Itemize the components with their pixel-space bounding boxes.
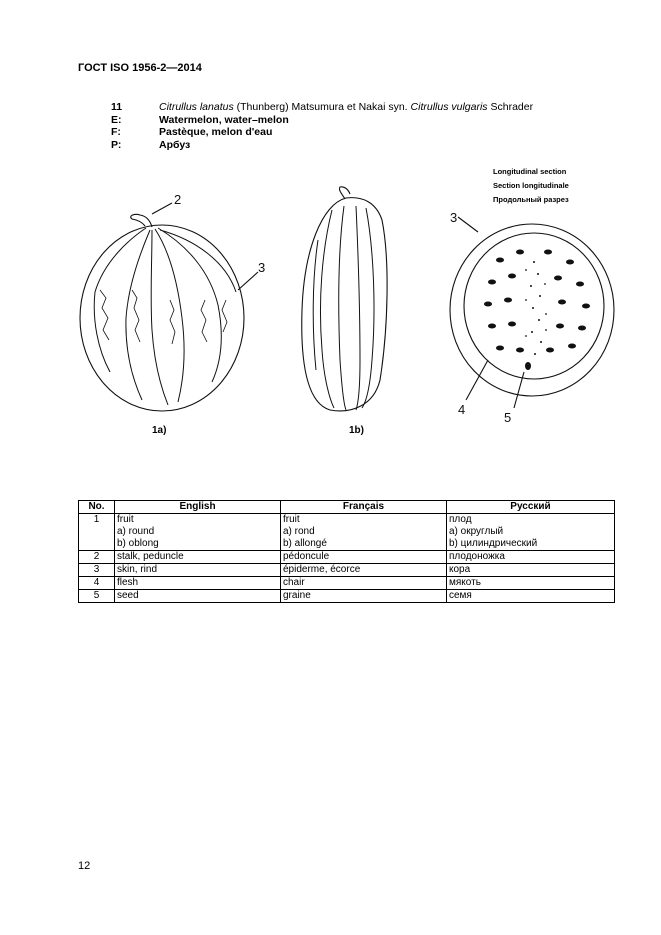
cell-french: chair	[281, 577, 447, 590]
watermelon-illustration	[0, 0, 661, 440]
table-row	[79, 590, 615, 603]
col-header-russian: Русский	[447, 501, 615, 514]
section-title-en: Longitudinal section	[493, 167, 567, 176]
terms-table	[78, 500, 615, 603]
entry-key: F:	[111, 126, 121, 138]
cell-russian	[447, 514, 615, 551]
cell-line: а) округлый	[449, 526, 504, 537]
cell-english	[115, 514, 281, 551]
entry-value: Watermelon, water–melon	[159, 113, 289, 126]
section-callout-line-3	[458, 217, 478, 232]
callout-line-3	[238, 272, 258, 290]
section-callout-5: 5	[504, 410, 512, 425]
cell-no: 3	[79, 564, 115, 577]
round-watermelon-outline	[80, 225, 244, 411]
table-row	[79, 514, 615, 551]
cell-french: graine	[281, 590, 447, 603]
cell-line: fruit	[283, 514, 300, 525]
oblong-stalk	[339, 187, 350, 199]
section-title-ru: Продольный разрез	[493, 195, 569, 204]
latin-genus-2: Citrullus vulgaris	[410, 101, 488, 113]
section-drawing	[450, 217, 614, 408]
cell-english: flesh	[115, 577, 281, 590]
table-row	[79, 551, 615, 564]
cell-no: 1	[79, 514, 115, 551]
round-stripe-texture	[100, 290, 227, 344]
cell-english: stalk, peduncle	[115, 551, 281, 564]
entry-key: E:	[111, 113, 122, 126]
oblong-watermelon-drawing	[302, 187, 387, 411]
figure-label-1a: 1a)	[152, 425, 167, 436]
entry-key: Р:	[111, 138, 122, 151]
cell-english: skin, rind	[115, 564, 281, 577]
cell-russian: кора	[447, 564, 615, 577]
col-header-french: Français	[281, 501, 447, 514]
cell-line: fruit	[117, 514, 134, 525]
cell-russian: мякоть	[447, 577, 615, 590]
section-callout-4: 4	[458, 402, 466, 417]
table-row	[79, 577, 615, 590]
cell-french: pédoncule	[281, 551, 447, 564]
latin-author-2: Schrader	[487, 101, 534, 113]
section-seeds	[484, 250, 590, 371]
callout-3: 3	[258, 260, 266, 275]
cell-line: a) rond	[283, 526, 315, 537]
page-number: 12	[78, 860, 91, 872]
cell-russian: семя	[447, 590, 615, 603]
document-header: ГОСТ ISO 1956-2—2014	[78, 62, 202, 74]
cell-line: a) round	[117, 526, 155, 537]
cell-russian: плодоножка	[447, 551, 615, 564]
entry-number: 11	[111, 101, 123, 113]
figure-label-1b: 1b)	[349, 425, 364, 436]
round-watermelon-drawing	[80, 203, 258, 411]
cell-line: b) allongé	[283, 538, 327, 549]
cell-no: 2	[79, 551, 115, 564]
round-stripes	[94, 228, 236, 405]
callout-line-2	[152, 203, 172, 214]
entry-value: Pastèque, melon d'eau	[159, 126, 273, 138]
cell-french: épiderme, écorce	[281, 564, 447, 577]
section-outer-rind	[450, 224, 614, 396]
table-row	[79, 564, 615, 577]
cell-french	[281, 514, 447, 551]
cell-line: плод	[449, 514, 472, 525]
cell-line: b) цилиндрический	[449, 538, 538, 549]
oblong-stripes	[313, 206, 374, 410]
entry-value: Арбуз	[159, 138, 191, 151]
cell-english: seed	[115, 590, 281, 603]
latin-author-1: (Thunberg) Matsumura et Nakai syn.	[233, 101, 411, 113]
table-header-row	[79, 501, 615, 514]
col-header-english: English	[115, 501, 281, 514]
latin-genus-1: Citrullus lanatus	[159, 101, 234, 113]
cell-no: 4	[79, 577, 115, 590]
section-title-fr: Section longitudinale	[493, 181, 569, 190]
cell-line: b) oblong	[117, 538, 159, 549]
col-header-no: No.	[79, 501, 115, 514]
callout-2: 2	[174, 192, 182, 207]
cell-no: 5	[79, 590, 115, 603]
section-callout-3: 3	[450, 210, 458, 225]
round-stalk	[131, 214, 152, 227]
